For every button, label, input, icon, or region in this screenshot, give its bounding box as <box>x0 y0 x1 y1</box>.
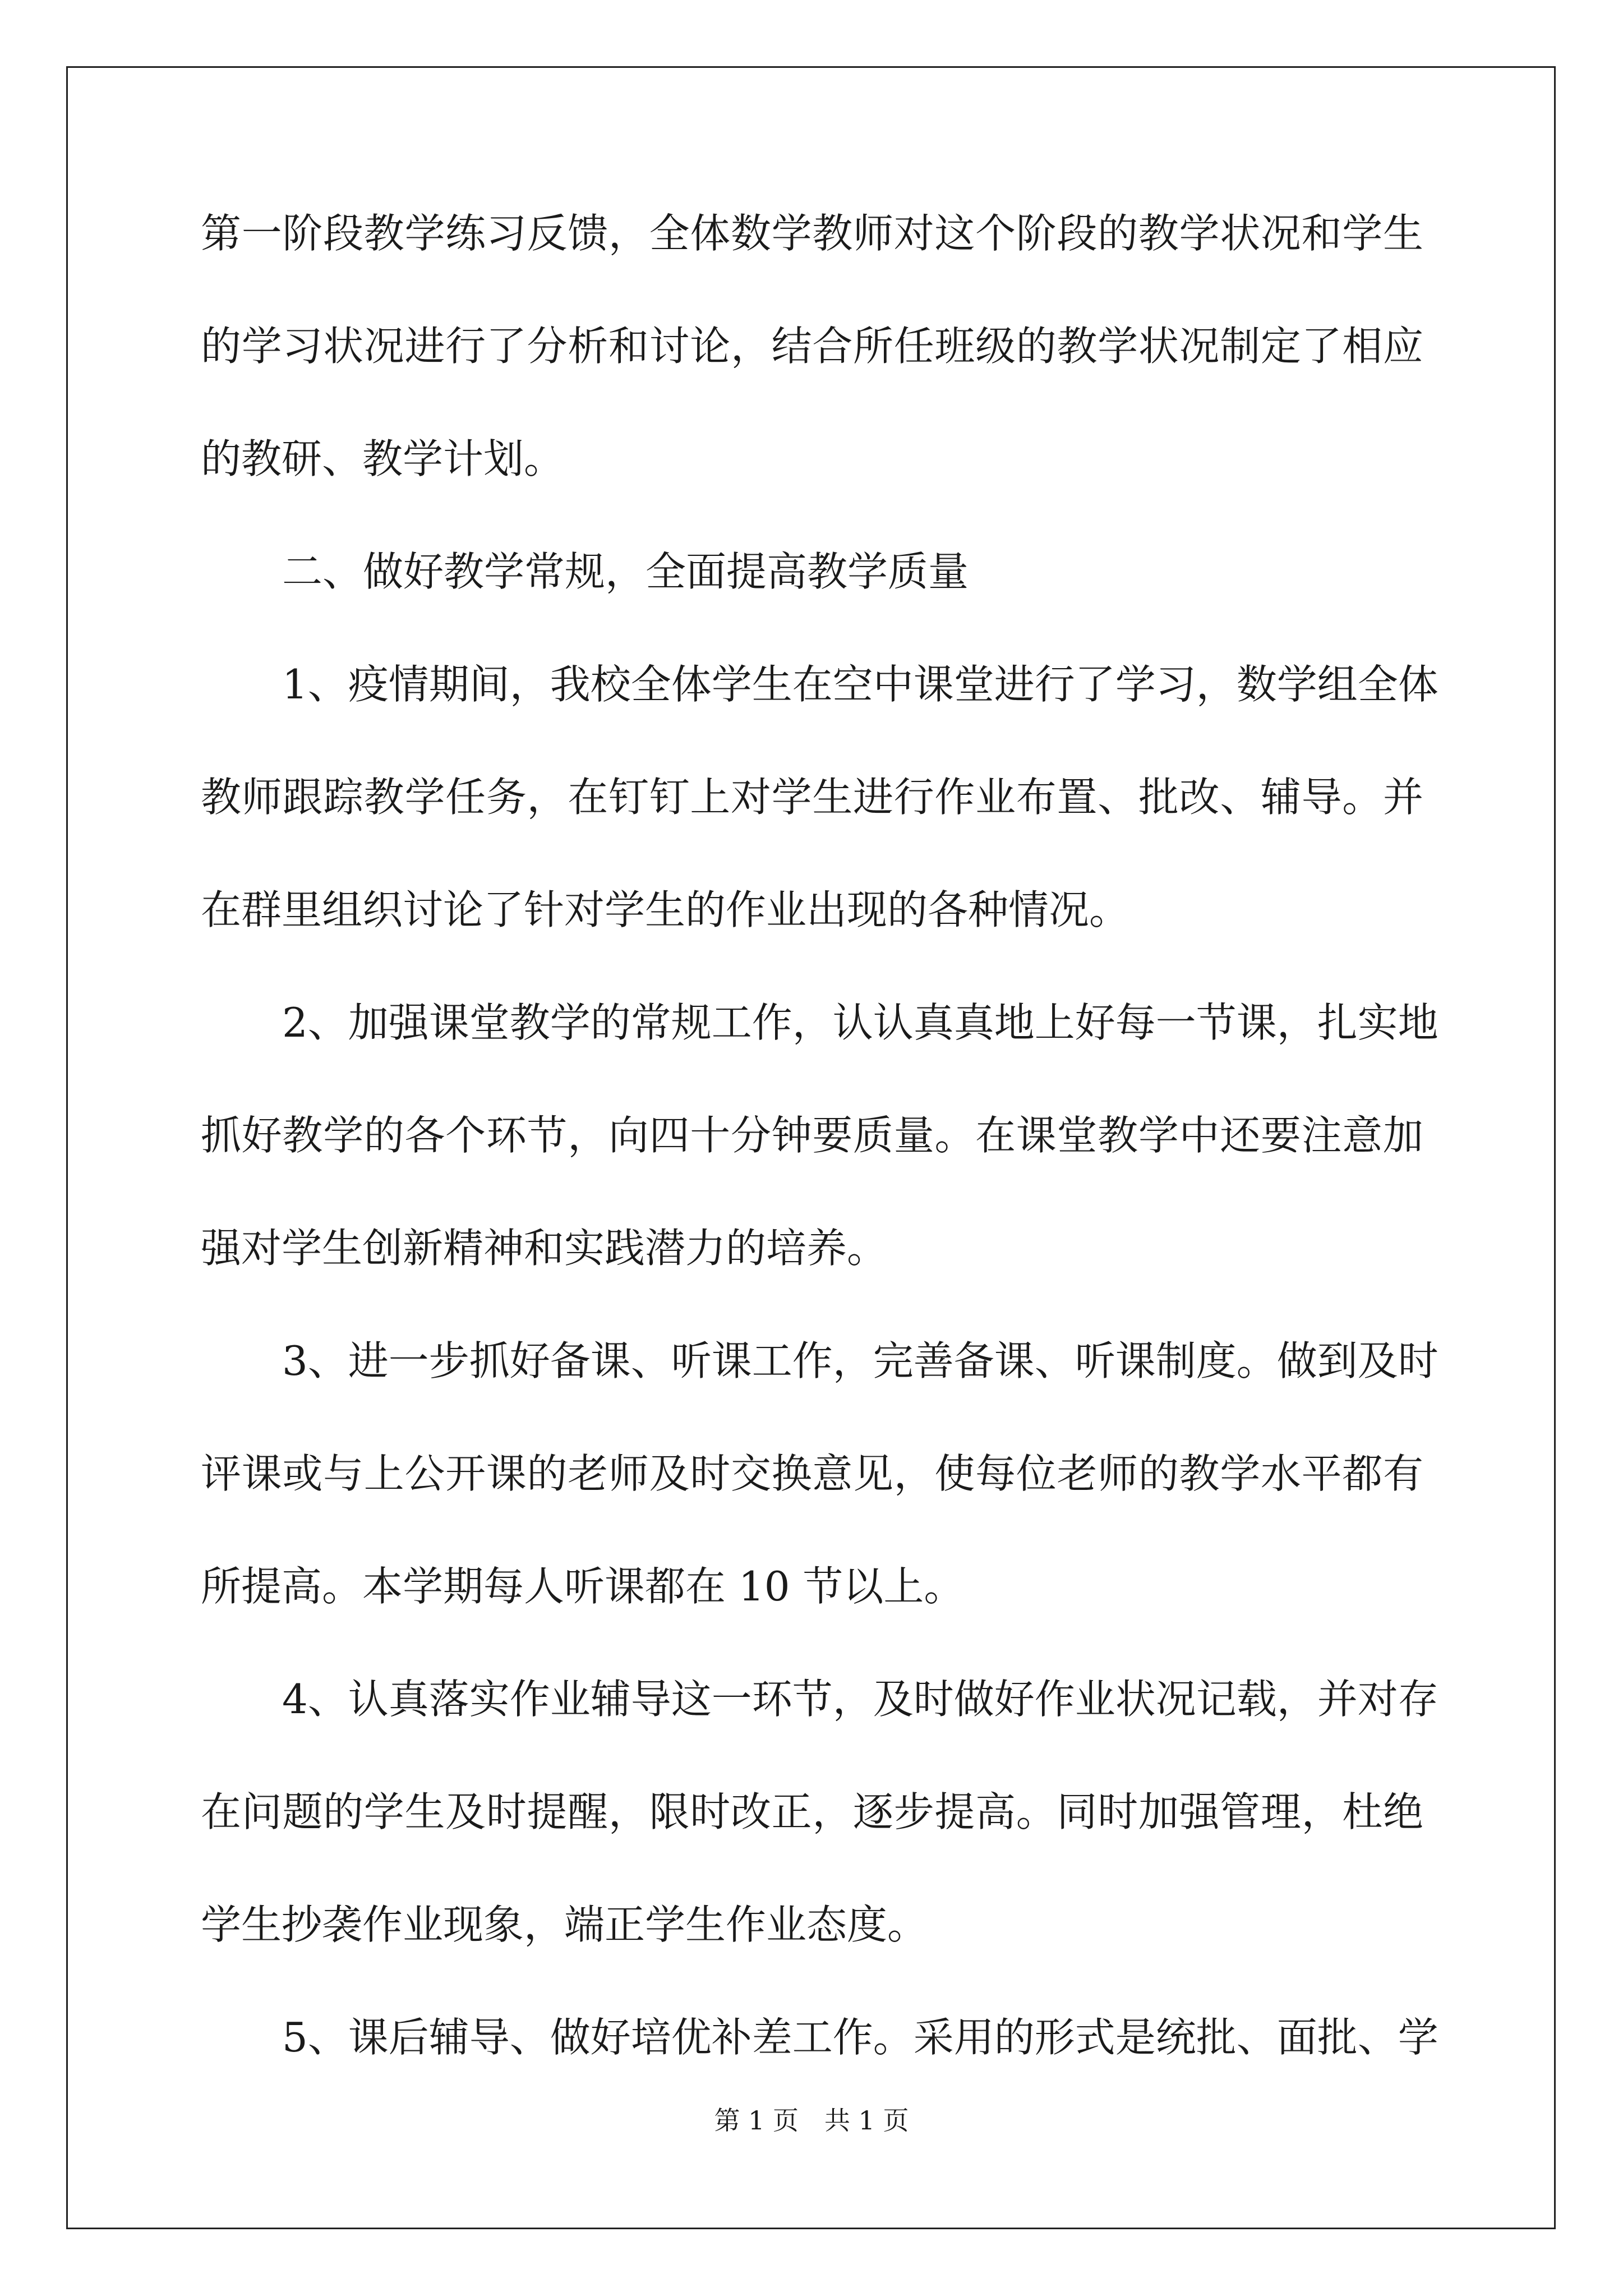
text-line: 在群里组织讨论了针对学生的作业出现的各种情况。 <box>201 886 1130 933</box>
text-line: 5、课后辅导、做好培优补差工作。采用的形式是统批、面批、学 <box>282 2014 1438 2061</box>
text-line: 强对学生创新精神和实践潜力的培养。 <box>201 1225 888 1272</box>
page-footer: 第 1 页 共 1 页 <box>714 2105 909 2136</box>
text-line: 的学习状况进行了分析和讨论，结合所任班级的教学状况制定了相应 <box>201 323 1423 370</box>
text-line: 抓好教学的各个环节，向四十分钟要质量。在课堂教学中还要注意加 <box>201 1112 1423 1159</box>
text-line: 学生抄袭作业现象，端正学生作业态度。 <box>201 1901 928 1948</box>
text-line: 3、进一步抓好备课、听课工作，完善备课、听课制度。做到及时 <box>282 1337 1438 1384</box>
section-heading: 二、做好教学常规，全面提高教学质量 <box>282 548 969 595</box>
text-line: 1、疫情期间，我校全体学生在空中课堂进行了学习，数学组全体 <box>282 661 1438 708</box>
text-line: 2、加强课堂教学的常规工作，认认真真地上好每一节课，扎实地 <box>282 999 1438 1046</box>
document-body <box>201 210 1438 2130</box>
text-line: 评课或与上公开课的老师及时交换意见，使每位老师的教学水平都有 <box>201 1450 1423 1497</box>
text-line: 的教研、教学计划。 <box>201 435 565 482</box>
text-line: 所提高。本学期每人听课都在 10 节以上。 <box>201 1563 965 1610</box>
text-line: 4、认真落实作业辅导这一环节，及时做好作业状况记载，并对存 <box>282 1676 1438 1723</box>
text-line: 在问题的学生及时提醒，限时改正，逐步提高。同时加强管理，杜绝 <box>201 1788 1423 1835</box>
text-line: 第一阶段教学练习反馈，全体数学教师对这个阶段的教学状况和学生 <box>201 210 1423 257</box>
text-line: 教师跟踪教学任务，在钉钉上对学生进行作业布置、批改、辅导。并 <box>201 774 1423 821</box>
